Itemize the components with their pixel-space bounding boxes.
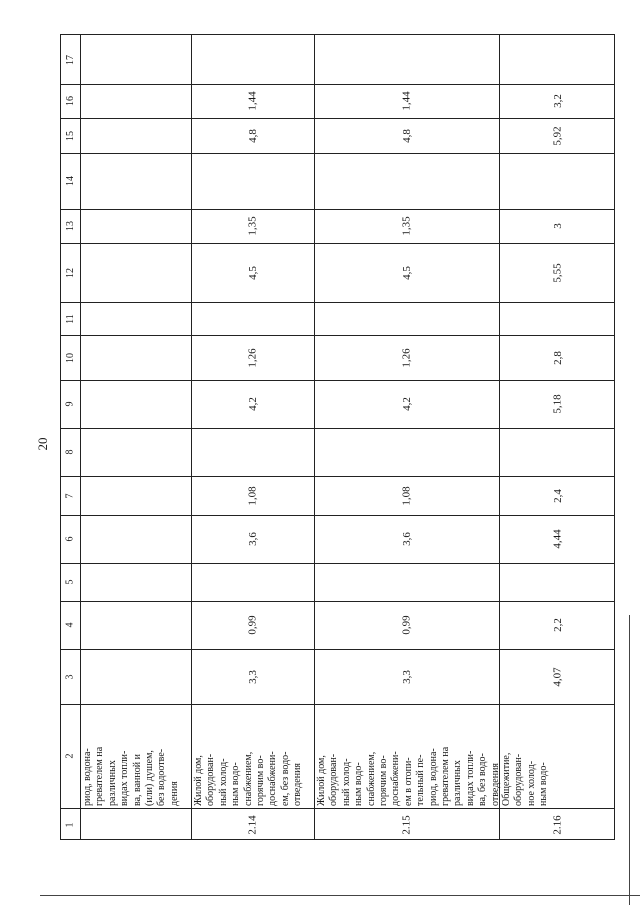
value-cell xyxy=(80,428,191,476)
header-cell xyxy=(61,153,80,209)
row-id-cell xyxy=(191,808,314,840)
value-cell-text: 4,44 xyxy=(551,529,564,549)
header-cell-text: 10 xyxy=(64,352,76,363)
row-description-text: Жилой дом, оборудован- ный холод- ным водо- снабжением, горячим во- доснабжени- ем, без водо- отведения xyxy=(193,751,304,806)
header-cell xyxy=(61,243,80,302)
row-description-cell xyxy=(80,704,191,808)
header-cell-text: 6 xyxy=(64,536,76,542)
header-cell-text: 5 xyxy=(64,579,76,585)
page-number: 20 xyxy=(35,437,50,451)
value-cell-text: 5,92 xyxy=(551,125,564,146)
value-cell xyxy=(314,649,499,704)
value-cell xyxy=(191,153,314,209)
value-cell xyxy=(314,335,499,380)
value-cell-text: 1,44 xyxy=(246,91,259,111)
value-cell xyxy=(80,476,191,515)
value-cell xyxy=(499,335,615,380)
value-cell xyxy=(80,84,191,118)
header-cell-text: 11 xyxy=(64,313,76,324)
value-cell xyxy=(80,35,191,84)
row-id-cell-text: 2.15 xyxy=(400,814,413,835)
header-cell xyxy=(61,601,80,649)
value-cell-text: 1,35 xyxy=(246,216,259,236)
value-cell xyxy=(80,302,191,335)
value-cell xyxy=(191,601,314,649)
value-cell xyxy=(314,428,499,476)
value-cell xyxy=(314,153,499,209)
value-cell-text: 2,4 xyxy=(551,488,564,503)
value-cell xyxy=(191,302,314,335)
value-cell xyxy=(80,335,191,380)
header-cell xyxy=(61,335,80,380)
value-cell xyxy=(191,84,314,118)
value-cell-text: 3 xyxy=(551,223,564,229)
value-cell-text: 2,2 xyxy=(551,618,564,632)
value-cell-text: 2,8 xyxy=(551,350,564,365)
value-cell-text: 3,3 xyxy=(400,669,413,684)
value-cell-text: 4,5 xyxy=(246,265,259,280)
value-cell xyxy=(191,649,314,704)
value-cell xyxy=(499,35,615,84)
header-cell-text: 2 xyxy=(64,753,76,759)
value-cell xyxy=(314,35,499,84)
value-cell-text: 0,99 xyxy=(246,615,259,635)
header-cell xyxy=(61,84,80,118)
row-id-cell xyxy=(80,808,191,840)
bottom-edge-line xyxy=(40,895,640,896)
value-cell xyxy=(314,515,499,563)
header-cell-text: 1 xyxy=(64,822,76,827)
value-cell xyxy=(499,380,615,428)
value-cell xyxy=(499,243,615,302)
value-cell-text: 4,5 xyxy=(400,265,413,280)
value-cell xyxy=(191,243,314,302)
header-cell-text: 7 xyxy=(64,493,76,498)
value-cell xyxy=(80,649,191,704)
value-cell xyxy=(191,335,314,380)
row-description-cell xyxy=(499,704,615,808)
header-cell-text: 14 xyxy=(64,176,76,186)
value-cell-text: 3,3 xyxy=(246,669,259,684)
row-description-cell xyxy=(314,704,499,808)
header-cell-text: 13 xyxy=(64,221,76,231)
value-cell xyxy=(191,476,314,515)
value-cell xyxy=(191,515,314,563)
value-cell-text: 4,2 xyxy=(246,397,259,411)
value-cell xyxy=(191,428,314,476)
value-cell xyxy=(499,153,615,209)
value-cell xyxy=(314,84,499,118)
value-cell xyxy=(314,563,499,601)
header-cell-text: 15 xyxy=(64,130,76,141)
header-cell xyxy=(61,428,80,476)
value-cell-text: 5,55 xyxy=(551,262,564,283)
header-cell xyxy=(61,35,80,84)
value-cell xyxy=(80,563,191,601)
row-id-cell-text: 2.14 xyxy=(246,814,259,835)
row-description-cell xyxy=(191,704,314,808)
value-cell xyxy=(499,649,615,704)
header-cell xyxy=(61,808,80,840)
header-cell xyxy=(61,302,80,335)
value-cell-text: 3,6 xyxy=(246,532,259,546)
value-cell-text: 1,26 xyxy=(400,347,413,368)
value-cell xyxy=(499,118,615,153)
value-cell xyxy=(191,118,314,153)
row-id-cell xyxy=(314,808,499,840)
value-cell xyxy=(80,153,191,209)
value-cell xyxy=(191,380,314,428)
right-edge-line xyxy=(629,615,630,905)
value-cell xyxy=(80,118,191,153)
value-cell xyxy=(314,476,499,515)
row-description-text: Жилой дом, оборудован- ный холод- ным водо- снабжением, горячим во- доснабжени- ем в отопи- тельный пе- риод, водона- гревателем на различных видах топли- ва, без водо- отведения xyxy=(316,746,501,806)
value-cell xyxy=(314,243,499,302)
row-description-text: Общежитие, оборудован- ное холод- ным водо- xyxy=(501,752,550,806)
value-cell-text: 1,44 xyxy=(400,91,413,111)
value-cell xyxy=(314,601,499,649)
header-cell xyxy=(61,563,80,601)
value-cell xyxy=(191,209,314,243)
data-table xyxy=(60,34,615,840)
value-cell xyxy=(80,380,191,428)
value-cell-text: 4,07 xyxy=(551,666,564,687)
value-cell-text: 0,99 xyxy=(400,615,413,635)
value-cell xyxy=(499,515,615,563)
header-cell xyxy=(61,209,80,243)
row-id-cell-text: 2.16 xyxy=(551,814,564,835)
value-cell xyxy=(499,601,615,649)
header-cell-text: 8 xyxy=(64,449,76,455)
header-cell-text: 12 xyxy=(64,267,76,278)
header-cell-text: 17 xyxy=(64,54,76,65)
value-cell xyxy=(314,380,499,428)
value-cell xyxy=(80,515,191,563)
header-cell xyxy=(61,649,80,704)
value-cell xyxy=(314,302,499,335)
value-cell-text: 4,8 xyxy=(400,128,413,143)
header-cell-text: 3 xyxy=(64,674,76,679)
value-cell-text: 3,6 xyxy=(400,532,413,546)
value-cell-text: 1,26 xyxy=(246,347,259,368)
value-cell-text: 4,2 xyxy=(400,397,413,411)
value-cell xyxy=(80,243,191,302)
row-id-cell xyxy=(499,808,615,840)
value-cell-text: 1,08 xyxy=(400,485,413,506)
header-cell xyxy=(61,118,80,153)
header-cell-text: 16 xyxy=(64,96,76,106)
header-cell-text: 9 xyxy=(64,401,76,407)
value-cell xyxy=(499,563,615,601)
value-cell xyxy=(499,209,615,243)
value-cell xyxy=(80,209,191,243)
value-cell-text: 5,18 xyxy=(551,394,564,414)
row-description-text: риод, водона- гревателем на различных видах топли- ва, ванной и (или) душем, без водоотве- дения xyxy=(82,746,180,806)
header-cell xyxy=(61,704,80,808)
value-cell xyxy=(191,563,314,601)
value-cell xyxy=(499,84,615,118)
value-cell xyxy=(499,428,615,476)
value-cell xyxy=(499,476,615,515)
value-cell xyxy=(191,35,314,84)
value-cell-text: 1,08 xyxy=(246,485,259,506)
header-cell-text: 4 xyxy=(64,622,76,628)
header-cell xyxy=(61,476,80,515)
value-cell-text: 4,8 xyxy=(246,128,259,143)
value-cell xyxy=(314,118,499,153)
header-cell xyxy=(61,380,80,428)
header-cell xyxy=(61,515,80,563)
value-cell-text: 1,35 xyxy=(400,216,413,236)
value-cell-text: 3,2 xyxy=(551,94,564,108)
value-cell xyxy=(80,601,191,649)
value-cell xyxy=(499,302,615,335)
value-cell xyxy=(314,209,499,243)
